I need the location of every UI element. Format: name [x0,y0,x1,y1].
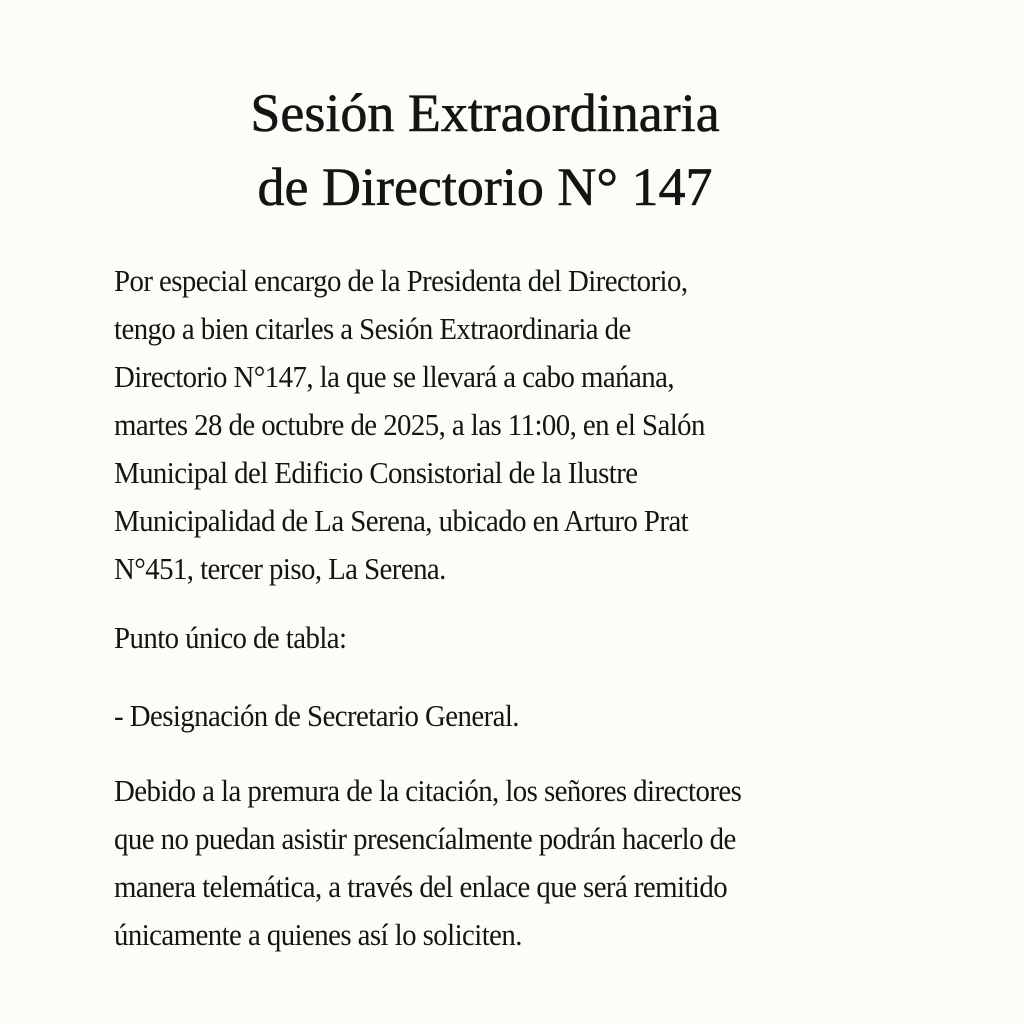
text-line: que no puedan asistir presencíalmente podrán hacerlo de [114,821,736,856]
text-line: N°451, tercer piso, La Serena. [114,551,446,586]
agenda-item: - Designación de Secretario General. [114,698,519,733]
text-line: Por especial encargo de la Presidenta del Directorio, [114,263,688,298]
text-line: manera telemática, a través del enlace que será remitido [114,869,728,904]
text-line: Punto único de tabla: [114,620,347,655]
text-line: martes 28 de octubre de 2025, a las 11:00, en el Salón [114,407,705,442]
title-line-2: de Directorio N° 147 [257,157,713,217]
text-line: Directorio N°147, la que se llevará a cabo mańana, [114,359,674,394]
text-line: Debido a la premura de la citación, los señores directores [114,773,742,808]
text-line: Municipalidad de La Serena, ubicado en Arturo Prat [114,503,689,538]
paragraph-remote-attendance [114,767,914,959]
paragraph-agenda-heading [114,614,914,662]
text-line: Municipal del Edificio Consistorial de la Ilustre [114,455,638,490]
text-line: tengo a bien citarles a Sesión Extraordinaria de [114,311,631,346]
document-title [0,76,970,224]
paragraph-agenda-item [114,692,914,740]
text-line: únicamente a quienes así lo soliciten. [114,917,522,952]
paragraph-citation [114,257,914,593]
title-line-1: Sesión Extraordinaria [250,83,720,143]
